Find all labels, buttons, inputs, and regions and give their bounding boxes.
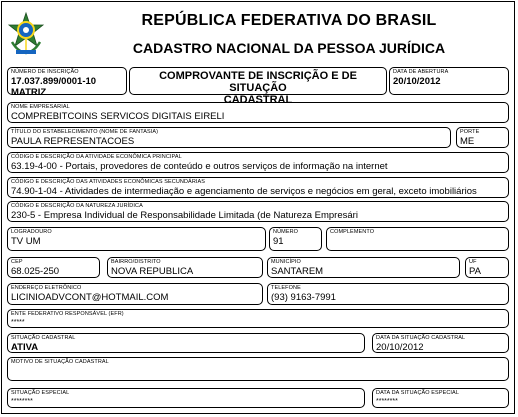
efr-box [7, 309, 509, 328]
situacao-especial-value: ******** [11, 398, 33, 405]
bairro-box [107, 257, 263, 278]
numero-inscricao-value: 17.037.899/0001-10 [11, 76, 97, 87]
data-abertura-box [389, 67, 509, 95]
uf-box [465, 257, 509, 278]
uf-label: UF [469, 259, 477, 265]
titulo-estabelecimento-label: TÍTULO DO ESTABELECIMENTO (NOME DE FANTASIA) [11, 129, 159, 135]
header-subtitle: CADASTRO NACIONAL DA PESSOA JURÍDICA [132, 40, 446, 56]
data-situacao-especial-label: DATA DA SITUAÇÃO ESPECIAL [376, 390, 459, 396]
complemento-label: COMPLEMENTO [330, 229, 375, 235]
motivo-situacao-box [7, 357, 509, 381]
header-title: REPÚBLICA FEDERATIVA DO BRASIL [141, 12, 437, 29]
nome-empresarial-label: NOME EMPRESARIAL [11, 104, 70, 110]
brazil-coat-of-arms-icon [8, 12, 44, 56]
data-situacao-especial-value: ******** [376, 398, 398, 405]
numero-inscricao-label: NÚMERO DE INSCRIÇÃO [11, 69, 79, 75]
doc-title-line2: CADASTRAL [223, 94, 293, 106]
logradouro-value: TV UM [11, 236, 41, 247]
motivo-situacao-label: MOTIVO DE SITUAÇÃO CADASTRAL [11, 359, 109, 365]
atividades-secundarias-label: CÓDIGO E DESCRIÇÃO DAS ATIVIDADES ECONÔMICAS SECUNDÁRIAS [11, 179, 206, 185]
municipio-value: SANTAREM [271, 266, 324, 277]
data-abertura-value: 20/10/2012 [393, 76, 441, 87]
situacao-especial-box [7, 388, 365, 408]
email-label: ENDEREÇO ELETRÔNICO [11, 285, 82, 291]
titulo-estabelecimento-box [7, 127, 451, 148]
telefone-value: (93) 9163-7991 [271, 292, 336, 303]
data-situacao-cadastral-label: DATA DA SITUAÇÃO CADASTRAL [376, 335, 466, 341]
logradouro-box [7, 227, 266, 251]
telefone-box [267, 283, 509, 305]
atividade-principal-value: 63.19-4-00 - Portais, provedores de conteúdo e outros serviços de informação na internet [11, 161, 388, 172]
atividades-secundarias-box [7, 177, 509, 198]
numero-value: 91 [273, 236, 284, 247]
telefone-label: TELEFONE [271, 285, 301, 291]
data-situacao-cadastral-box [372, 333, 509, 353]
numero-box [269, 227, 322, 251]
natureza-juridica-box [7, 201, 509, 222]
atividade-principal-label: CÓDIGO E DESCRIÇÃO DA ATIVIDADE ECONÔMICA PRINCIPAL [11, 154, 182, 160]
situacao-cadastral-label: SITUAÇÃO CADASTRAL [11, 335, 76, 341]
porte-value: ME [460, 136, 475, 147]
situacao-especial-label: SITUAÇÃO ESPECIAL [11, 390, 70, 396]
numero-inscricao-box [7, 67, 127, 98]
nome-empresarial-box [7, 102, 509, 123]
situacao-cadastral-value: ATIVA [11, 342, 39, 353]
data-situacao-cadastral-value: 20/10/2012 [376, 342, 424, 353]
data-situacao-especial-box [372, 388, 509, 408]
bairro-label: BAIRRO/DISTRITO [111, 259, 161, 265]
municipio-box [267, 257, 460, 278]
doc-title-line1: COMPROVANTE DE INSCRIÇÃO E DE SITUAÇÃO [159, 70, 357, 94]
data-abertura-label: DATA DE ABERTURA [393, 69, 449, 75]
matriz-value: MATRIZ [11, 87, 47, 98]
logradouro-label: LOGRADOURO [11, 229, 52, 235]
natureza-juridica-value: 230-5 - Empresa Individual de Responsabilidade Limitada (de Natureza Empresári [11, 210, 358, 221]
cep-label: CEP [11, 259, 23, 265]
efr-label: ENTE FEDERATIVO RESPONSÁVEL (EFR) [11, 311, 124, 317]
efr-value: ***** [11, 319, 25, 326]
porte-label: PORTE [460, 129, 480, 135]
natureza-juridica-label: CÓDIGO E DESCRIÇÃO DA NATUREZA JURÍDICA [11, 203, 143, 209]
bairro-value: NOVA REPUBLICA [111, 266, 194, 277]
porte-box [456, 127, 509, 148]
email-value: LICINIOADVCONT@HOTMAIL.COM [11, 292, 169, 303]
numero-label: NÚMERO [273, 229, 299, 235]
cep-box [7, 257, 100, 278]
uf-value: PA [469, 266, 481, 277]
atividades-secundarias-value: 74.90-1-04 - Atividades de intermediação e agenciamento de serviços e negócios em geral, exceto imobiliários [11, 186, 477, 197]
situacao-cadastral-box [7, 333, 365, 353]
titulo-estabelecimento-value: PAULA REPRESENTACOES [11, 136, 135, 147]
doc-title-box [129, 67, 387, 106]
email-box [7, 283, 263, 305]
atividade-principal-box [7, 152, 509, 173]
nome-empresarial-value: COMPREBITCOINS SERVICOS DIGITAIS EIRELI [11, 111, 225, 122]
complemento-box [326, 227, 509, 251]
municipio-label: MUNICÍPIO [271, 259, 301, 265]
cep-value: 68.025-250 [11, 266, 60, 277]
